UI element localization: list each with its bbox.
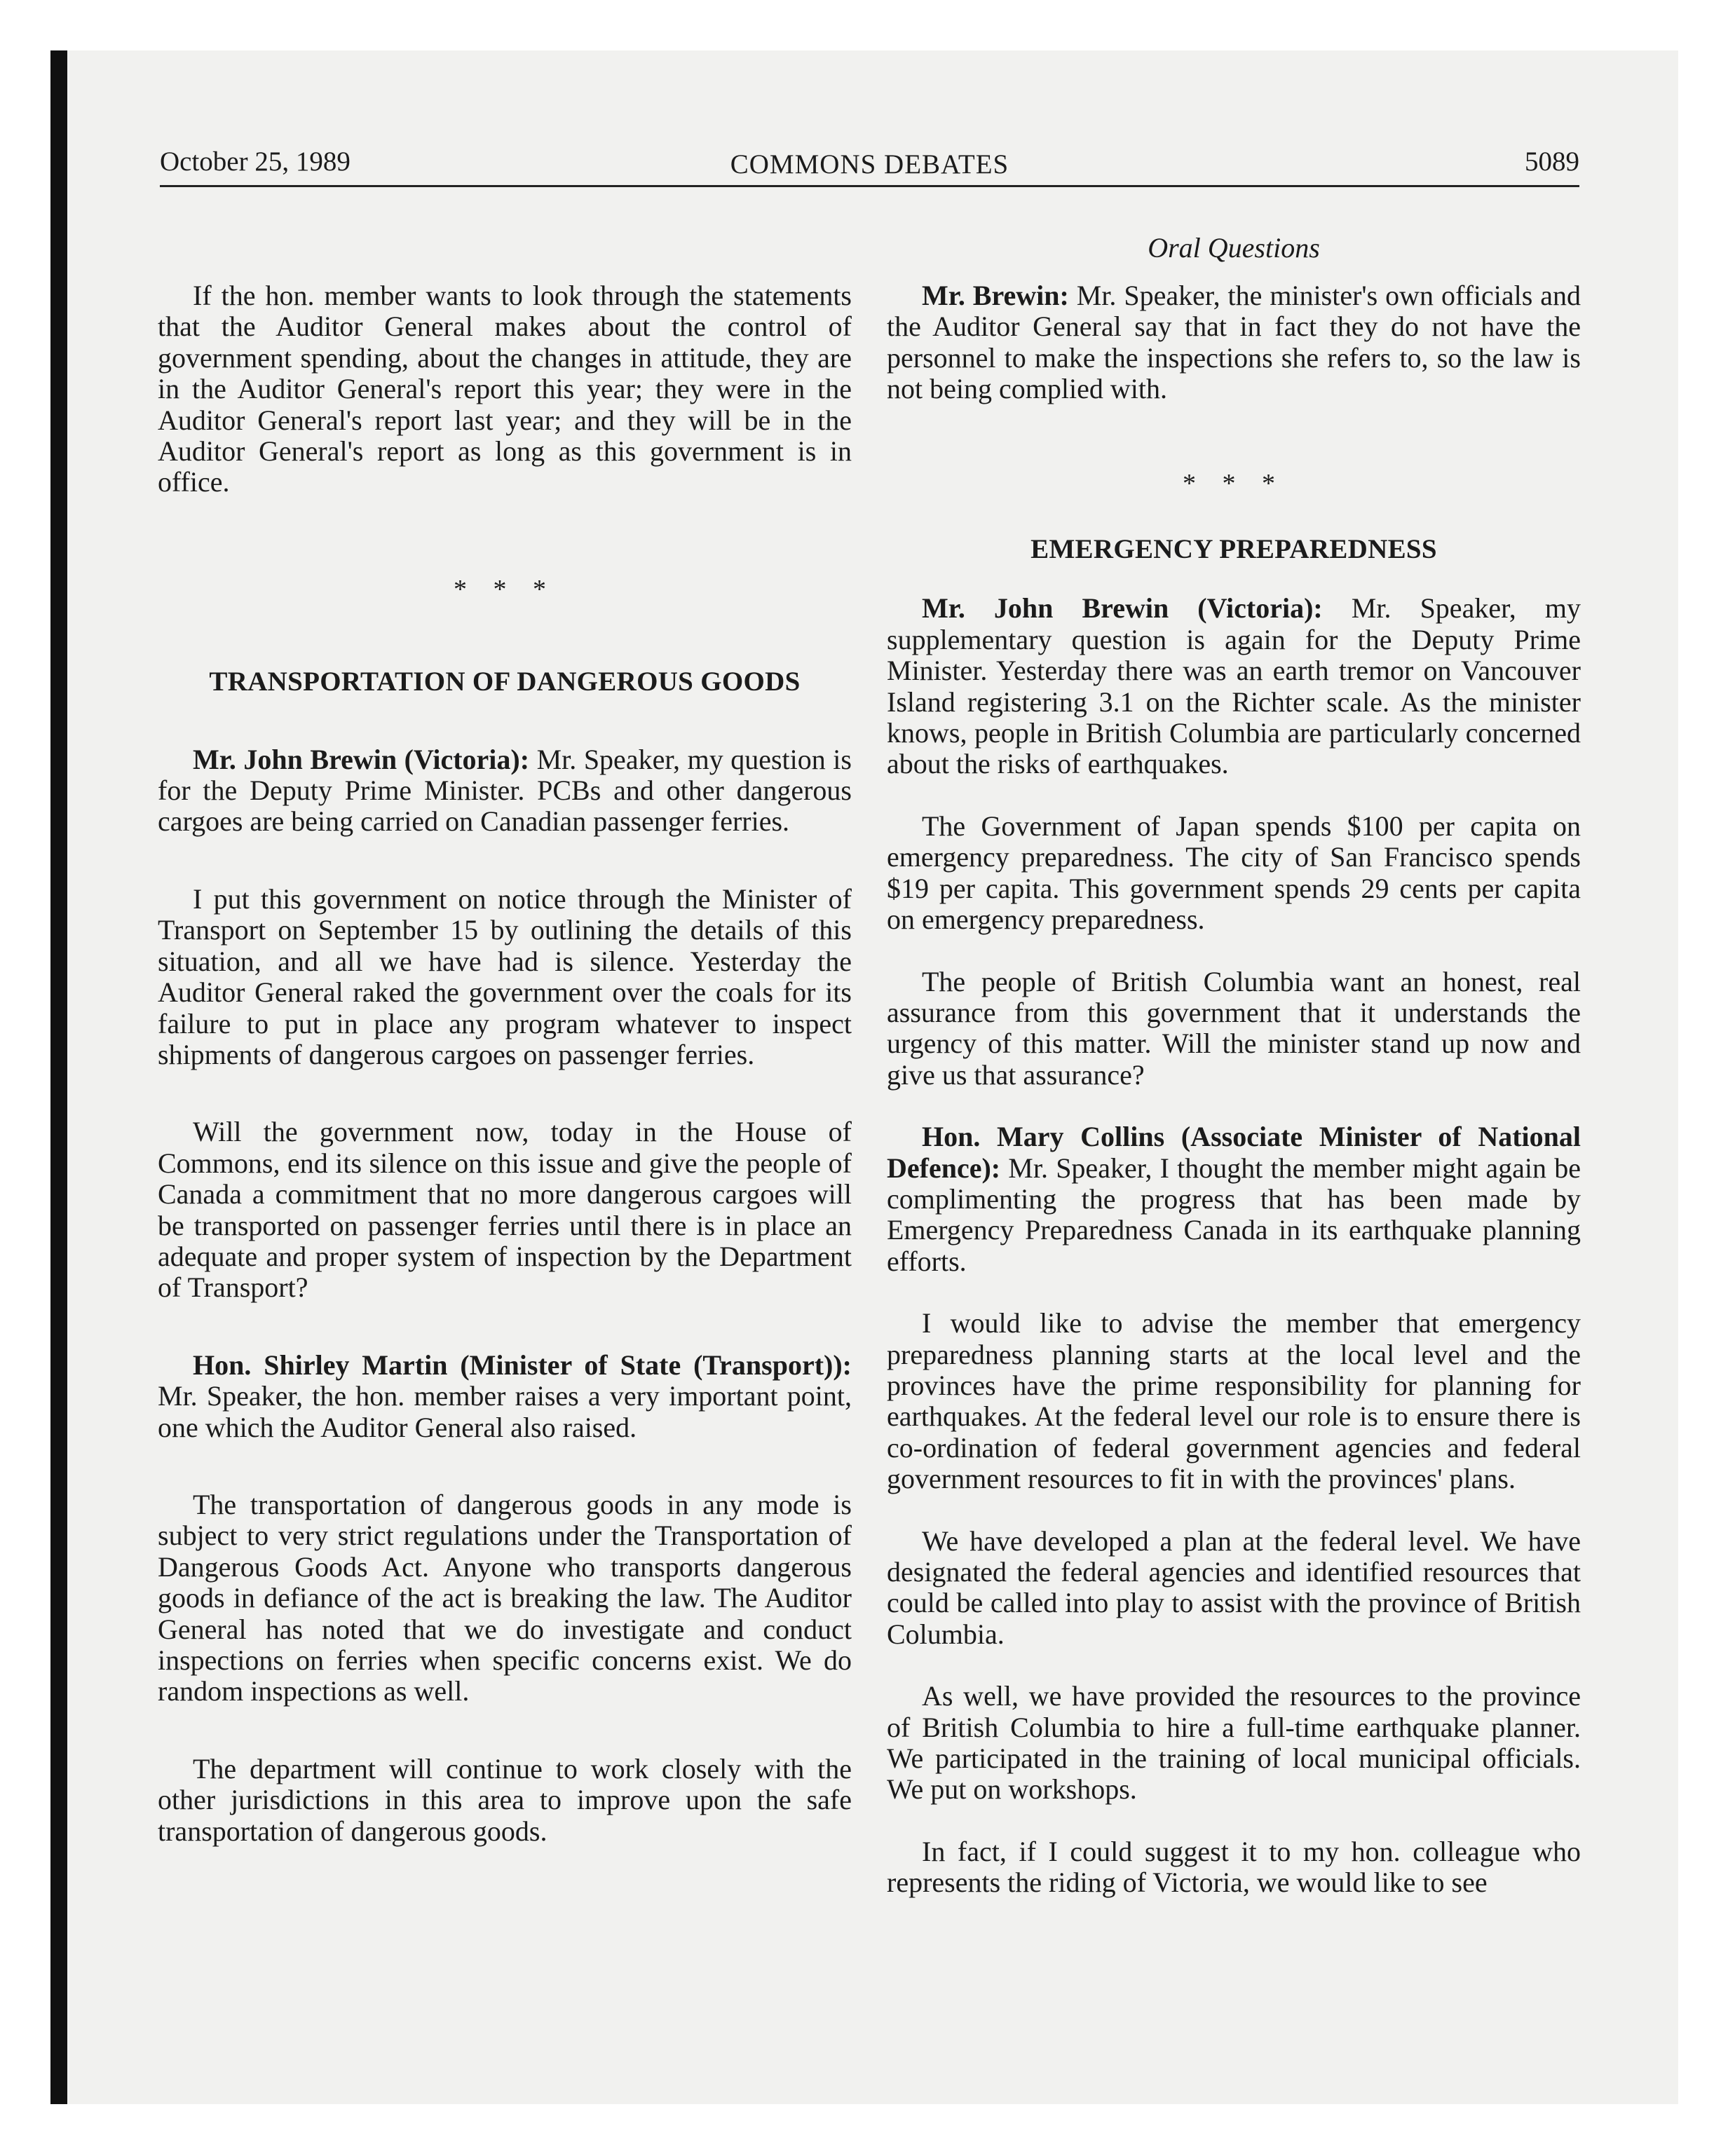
header-rule: [160, 185, 1579, 187]
header-title: COMMONS DEBATES: [730, 149, 1009, 179]
section-separator: * * *: [454, 574, 556, 604]
speaker-name: Hon. Mary Collins (Associate Minister of National Defence):: [887, 1121, 1581, 1184]
paragraph: We have developed a plan at the federal level. We have designated the federal agencies and identified resources that could be called into play to assist with the province of British Columbia.: [887, 1524, 1581, 1650]
paragraph: [887, 1121, 1581, 1277]
paragraph: The department will continue to work closely with the other jurisdictions in this area to improve upon the safe transportation of dangerous goods.: [158, 1752, 852, 1847]
paragraph: [887, 593, 1581, 779]
speaker-name: Mr. Brewin:: [922, 280, 1069, 311]
page-header: [160, 146, 1579, 186]
paragraph: If the hon. member wants to look through the statements that the Auditor General makes about the control of government spending, about the changes in attitude, they are in the Auditor General's report this year; they were in the Auditor General's report last year; and they will be in the Auditor General's report as long as this government is in office.: [158, 280, 852, 498]
paragraph: The transportation of dangerous goods in any mode is subject to very strict regulations under the Transportation of Dangerous Goods Act. Anyone who transports dangerous goods in defiance of the act is breaking the law. The Auditor General has noted that we do investigate and conduct inspections on ferries when specific concerns exist. We do random inspections as well.: [158, 1488, 852, 1707]
section-separator: * * *: [1183, 468, 1285, 498]
paragraph: I would like to advise the member that emergency preparedness planning starts at the local level and the provinces have the prime responsibility for planning for earthquakes. At the federal level our role is to ensure there is co-ordination of federal government agencies and federal government resources to fit in with the provinces' plans.: [887, 1307, 1581, 1495]
paragraph: As well, we have provided the resources to the province of British Columbia to hire a full-time earthquake planner. We participated in the training of local municipal officials. We put on workshops.: [887, 1680, 1581, 1806]
section-label: Oral Questions: [1148, 232, 1320, 264]
paragraph: [158, 744, 852, 838]
speech-text: Mr. Speaker, I thought the member might again be complimenting the progress that has been made by Emergency Preparedness Canada in its earthquake planning efforts.: [887, 1152, 1581, 1277]
speech-text: Mr. Speaker, my supplementary question is again for the Deputy Prime Minister. Yesterday there was an earth tremor on Vancouver Island registering 3.1 on the Richter scale. As the minister knows, people in British Columbia are particularly concerned about the risks of earthquakes.: [887, 592, 1581, 780]
speech-text: Mr. Speaker, my question is for the Deputy Prime Minister. PCBs and other dangerous cargoes are being carried on Canadian passenger ferries.: [158, 743, 852, 838]
paragraph: In fact, if I could suggest it to my hon. colleague who represents the riding of Victoria, we would like to see: [887, 1835, 1581, 1899]
speaker-name: Hon. Shirley Martin (Minister of State (Transport)):: [193, 1349, 852, 1381]
speech-text: Mr. Speaker, the minister's own officials and the Auditor General say that in fact they do not have the personnel to make the inspections she refers to, so the law is not being complied with.: [887, 280, 1581, 405]
paragraph: I put this government on notice through the Minister of Transport on September 15 by outlining the details of this situation, and all we have had is silence. Yesterday the Auditor General raked the government over the coals for its failure to put in place any program whatever to inspect shipments of dangerous cargoes on passenger ferries.: [158, 882, 852, 1070]
header-page-number: 5089: [1525, 146, 1579, 177]
speaker-name: Mr. John Brewin (Victoria):: [922, 592, 1323, 625]
header-date: October 25, 1989: [160, 146, 351, 177]
scan-edge-bar: [50, 50, 67, 2104]
speaker-name: Mr. John Brewin (Victoria):: [193, 743, 530, 775]
right-column: [887, 280, 1581, 1899]
left-column: [158, 280, 852, 1847]
section-heading: TRANSPORTATION OF DANGEROUS GOODS: [209, 667, 801, 697]
section-heading: EMERGENCY PREPAREDNESS: [1030, 534, 1437, 565]
paragraph: [158, 1350, 852, 1443]
paragraph: The people of British Columbia want an honest, real assurance from this government that it understands the urgency of this matter. Will the minister stand up now and give us that assurance?: [887, 965, 1581, 1091]
speech-text: Mr. Speaker, the hon. member raises a very important point, one which the Auditor General also raised.: [158, 1380, 852, 1443]
paragraph: [887, 280, 1581, 405]
paragraph: The Government of Japan spends $100 per capita on emergency preparedness. The city of San Francisco spends $19 per capita. This government spends 29 cents per capita on emergency preparedness.: [887, 810, 1581, 936]
paragraph: Will the government now, today in the House of Commons, end its silence on this issue and give the people of Canada a commitment that no more dangerous cargoes will be transported on passenger ferries until there is in place an adequate and proper system of inspection by the Department of Transport?: [158, 1116, 852, 1304]
